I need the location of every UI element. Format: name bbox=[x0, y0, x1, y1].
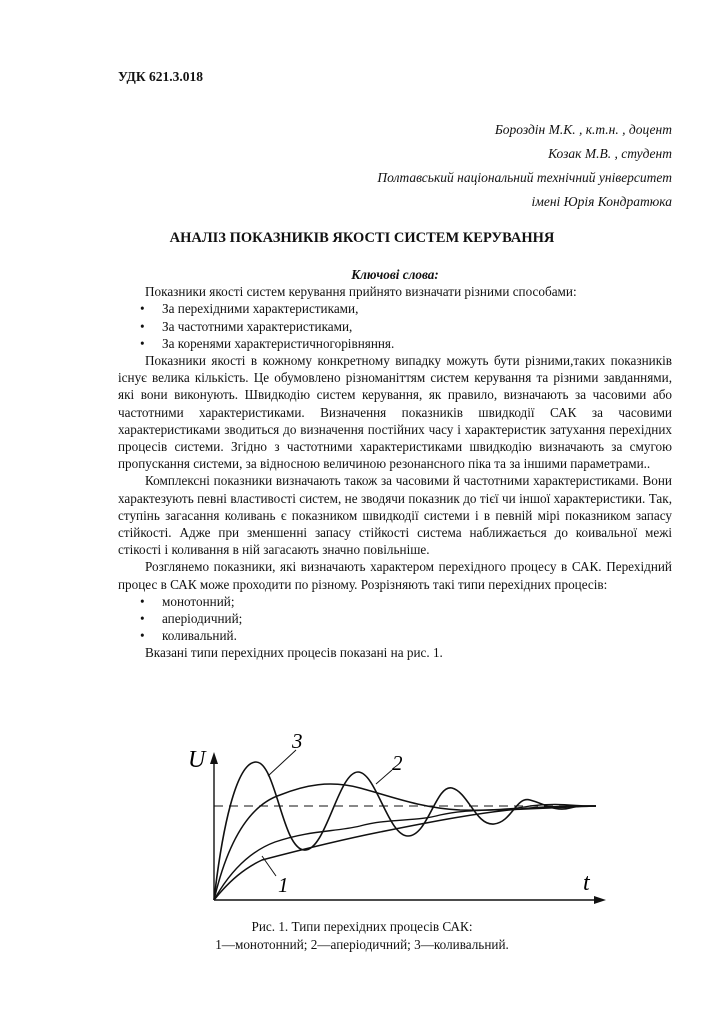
curve-label-3: 3 bbox=[292, 729, 303, 753]
body-paragraph: Показники якості в кожному конкретному випадку можуть бути різними,таких показників існує велика кількість. Це обумовлено різноманіттям систем керування та різними завданнями, які вони виконують. Швидкодію систем керування, як правило, визначають за часовими або частотними характеристиками. Визначення показників швидкодії САК за часовими характеристиками зводиться до визначення постійних часу і характеристик затухання перехідних процесів системи. Згідно з частотними характеристиками швидкодію визначають за смугою пропускання системи, за відносною величиною резонансного піка та за іншими параметрами.. bbox=[118, 353, 672, 472]
bullet-icon: • bbox=[140, 611, 145, 627]
bullet-icon: • bbox=[140, 628, 145, 644]
affiliation-line: Полтавський національний технічний університет bbox=[377, 170, 672, 185]
body-paragraph: Комплексні показники визначають також за часовими й частотними характеристиками. Вони характезують певні властивості систем, не зводячи показник до тієї чи іншої характеристики. Так, ступінь загасання коливань є показником швидкодії системи і в певній мірі показником запасу стійкості. Адже при зменшенні запасу стійкості система наближається до коивальної межі стікості і коливання в ній загасають значно повільніше. bbox=[118, 473, 672, 558]
list-item: • За частотними характеристиками, bbox=[140, 318, 353, 334]
keywords-label: Ключові слова: bbox=[351, 267, 439, 282]
list-item: • монотонний; bbox=[140, 593, 235, 609]
x-axis-arrow-icon bbox=[594, 896, 606, 904]
udk-code: УДК 621.3.018 bbox=[118, 69, 203, 84]
bullet-icon: • bbox=[140, 335, 145, 351]
methods-list bbox=[118, 300, 672, 352]
affiliation-line: імені Юрія Кондратюка bbox=[531, 194, 672, 209]
label-leader-1 bbox=[262, 856, 276, 876]
author-line: Бороздін М.К. , к.т.н. , доцент bbox=[494, 122, 672, 137]
transient-process-figure bbox=[180, 728, 610, 918]
list-item: • аперіодичний; bbox=[140, 611, 243, 627]
figure-caption bbox=[0, 918, 724, 953]
curve-label-1: 1 bbox=[278, 873, 289, 897]
process-types-list bbox=[118, 593, 672, 645]
body-paragraph: Розглянемо показники, які визначають характером перехідного процесу в САК. Перехідний процес в САК може проходити по різному. Розрізняють такі типи перехідних процесів: bbox=[118, 559, 672, 592]
author-line: Козак М.В. , студент bbox=[548, 146, 672, 161]
list-item: • коливальний. bbox=[140, 628, 237, 644]
author-block bbox=[377, 118, 672, 214]
y-axis-arrow-icon bbox=[210, 752, 218, 764]
paper-title: АНАЛІЗ ПОКАЗНИКІВ ЯКОСТІ СИСТЕМ КЕРУВАННЯ bbox=[169, 230, 555, 246]
bullet-icon: • bbox=[140, 301, 145, 317]
bullet-icon: • bbox=[140, 318, 145, 334]
list-item: • За коренями характеристичногорівняння. bbox=[140, 335, 395, 351]
bullet-icon: • bbox=[140, 593, 145, 609]
caption-line: Рис. 1. Типи перехідних процесів САК: bbox=[251, 919, 473, 934]
curve-oscillatory bbox=[214, 762, 596, 900]
intro-paragraph: Показники якості систем керування прийнято визначати різними способами: bbox=[145, 284, 577, 300]
list-item: • За перехідними характеристиками, bbox=[140, 301, 359, 317]
curve-monotonic-upper bbox=[214, 804, 596, 900]
y-axis-label: U bbox=[188, 747, 206, 773]
figure-reference: Вказані типи перехідних процесів показані на рис. 1. bbox=[145, 645, 443, 661]
label-leader-3 bbox=[268, 750, 296, 776]
x-axis-label: t bbox=[583, 870, 590, 896]
label-leader-2 bbox=[376, 770, 392, 784]
caption-line: 1—монотонний; 2—аперіодичний; 3—коливальний. bbox=[215, 936, 509, 952]
curve-aperiodic bbox=[214, 784, 596, 900]
curve-label-2: 2 bbox=[392, 751, 403, 775]
paper-body bbox=[118, 266, 672, 662]
